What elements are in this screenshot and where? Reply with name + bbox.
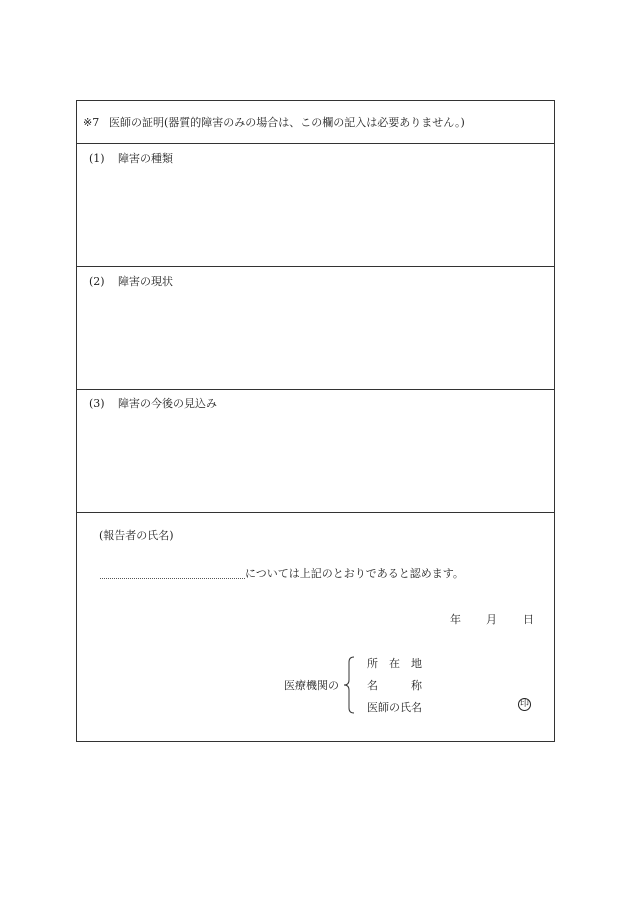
note-mark: ※7 bbox=[83, 116, 100, 129]
section-number: (2) bbox=[89, 275, 105, 288]
date-month-label: 月 bbox=[486, 613, 497, 626]
medical-institution-label: 医療機関の bbox=[284, 679, 339, 692]
section-number: (1) bbox=[89, 152, 105, 165]
divider bbox=[77, 143, 554, 144]
certification-statement: については上記のとおりであると認めます。 bbox=[245, 567, 464, 580]
brace-icon bbox=[342, 656, 356, 714]
reporter-name-field[interactable] bbox=[100, 578, 245, 579]
institution-name-label: 名 称 bbox=[367, 679, 422, 692]
date-year-label: 年 bbox=[450, 613, 461, 626]
seal-icon: 印 bbox=[519, 699, 529, 709]
divider bbox=[77, 512, 554, 513]
reporter-name-label: (報告者の氏名) bbox=[99, 529, 174, 542]
section-label: 障害の種類 bbox=[118, 152, 173, 165]
doctor-name-label: 医師の氏名 bbox=[367, 701, 422, 714]
certificate-form bbox=[76, 100, 555, 742]
section-label: 障害の現状 bbox=[118, 275, 173, 288]
section-label: 障害の今後の見込み bbox=[118, 397, 217, 410]
date-day-label: 日 bbox=[523, 613, 534, 626]
form-title: 医師の証明(器質的障害のみの場合は、この欄の記入は必要ありません。) bbox=[109, 116, 465, 129]
divider bbox=[77, 266, 554, 267]
divider bbox=[77, 389, 554, 390]
section-number: (3) bbox=[89, 397, 105, 410]
address-label: 所 在 地 bbox=[367, 657, 422, 670]
